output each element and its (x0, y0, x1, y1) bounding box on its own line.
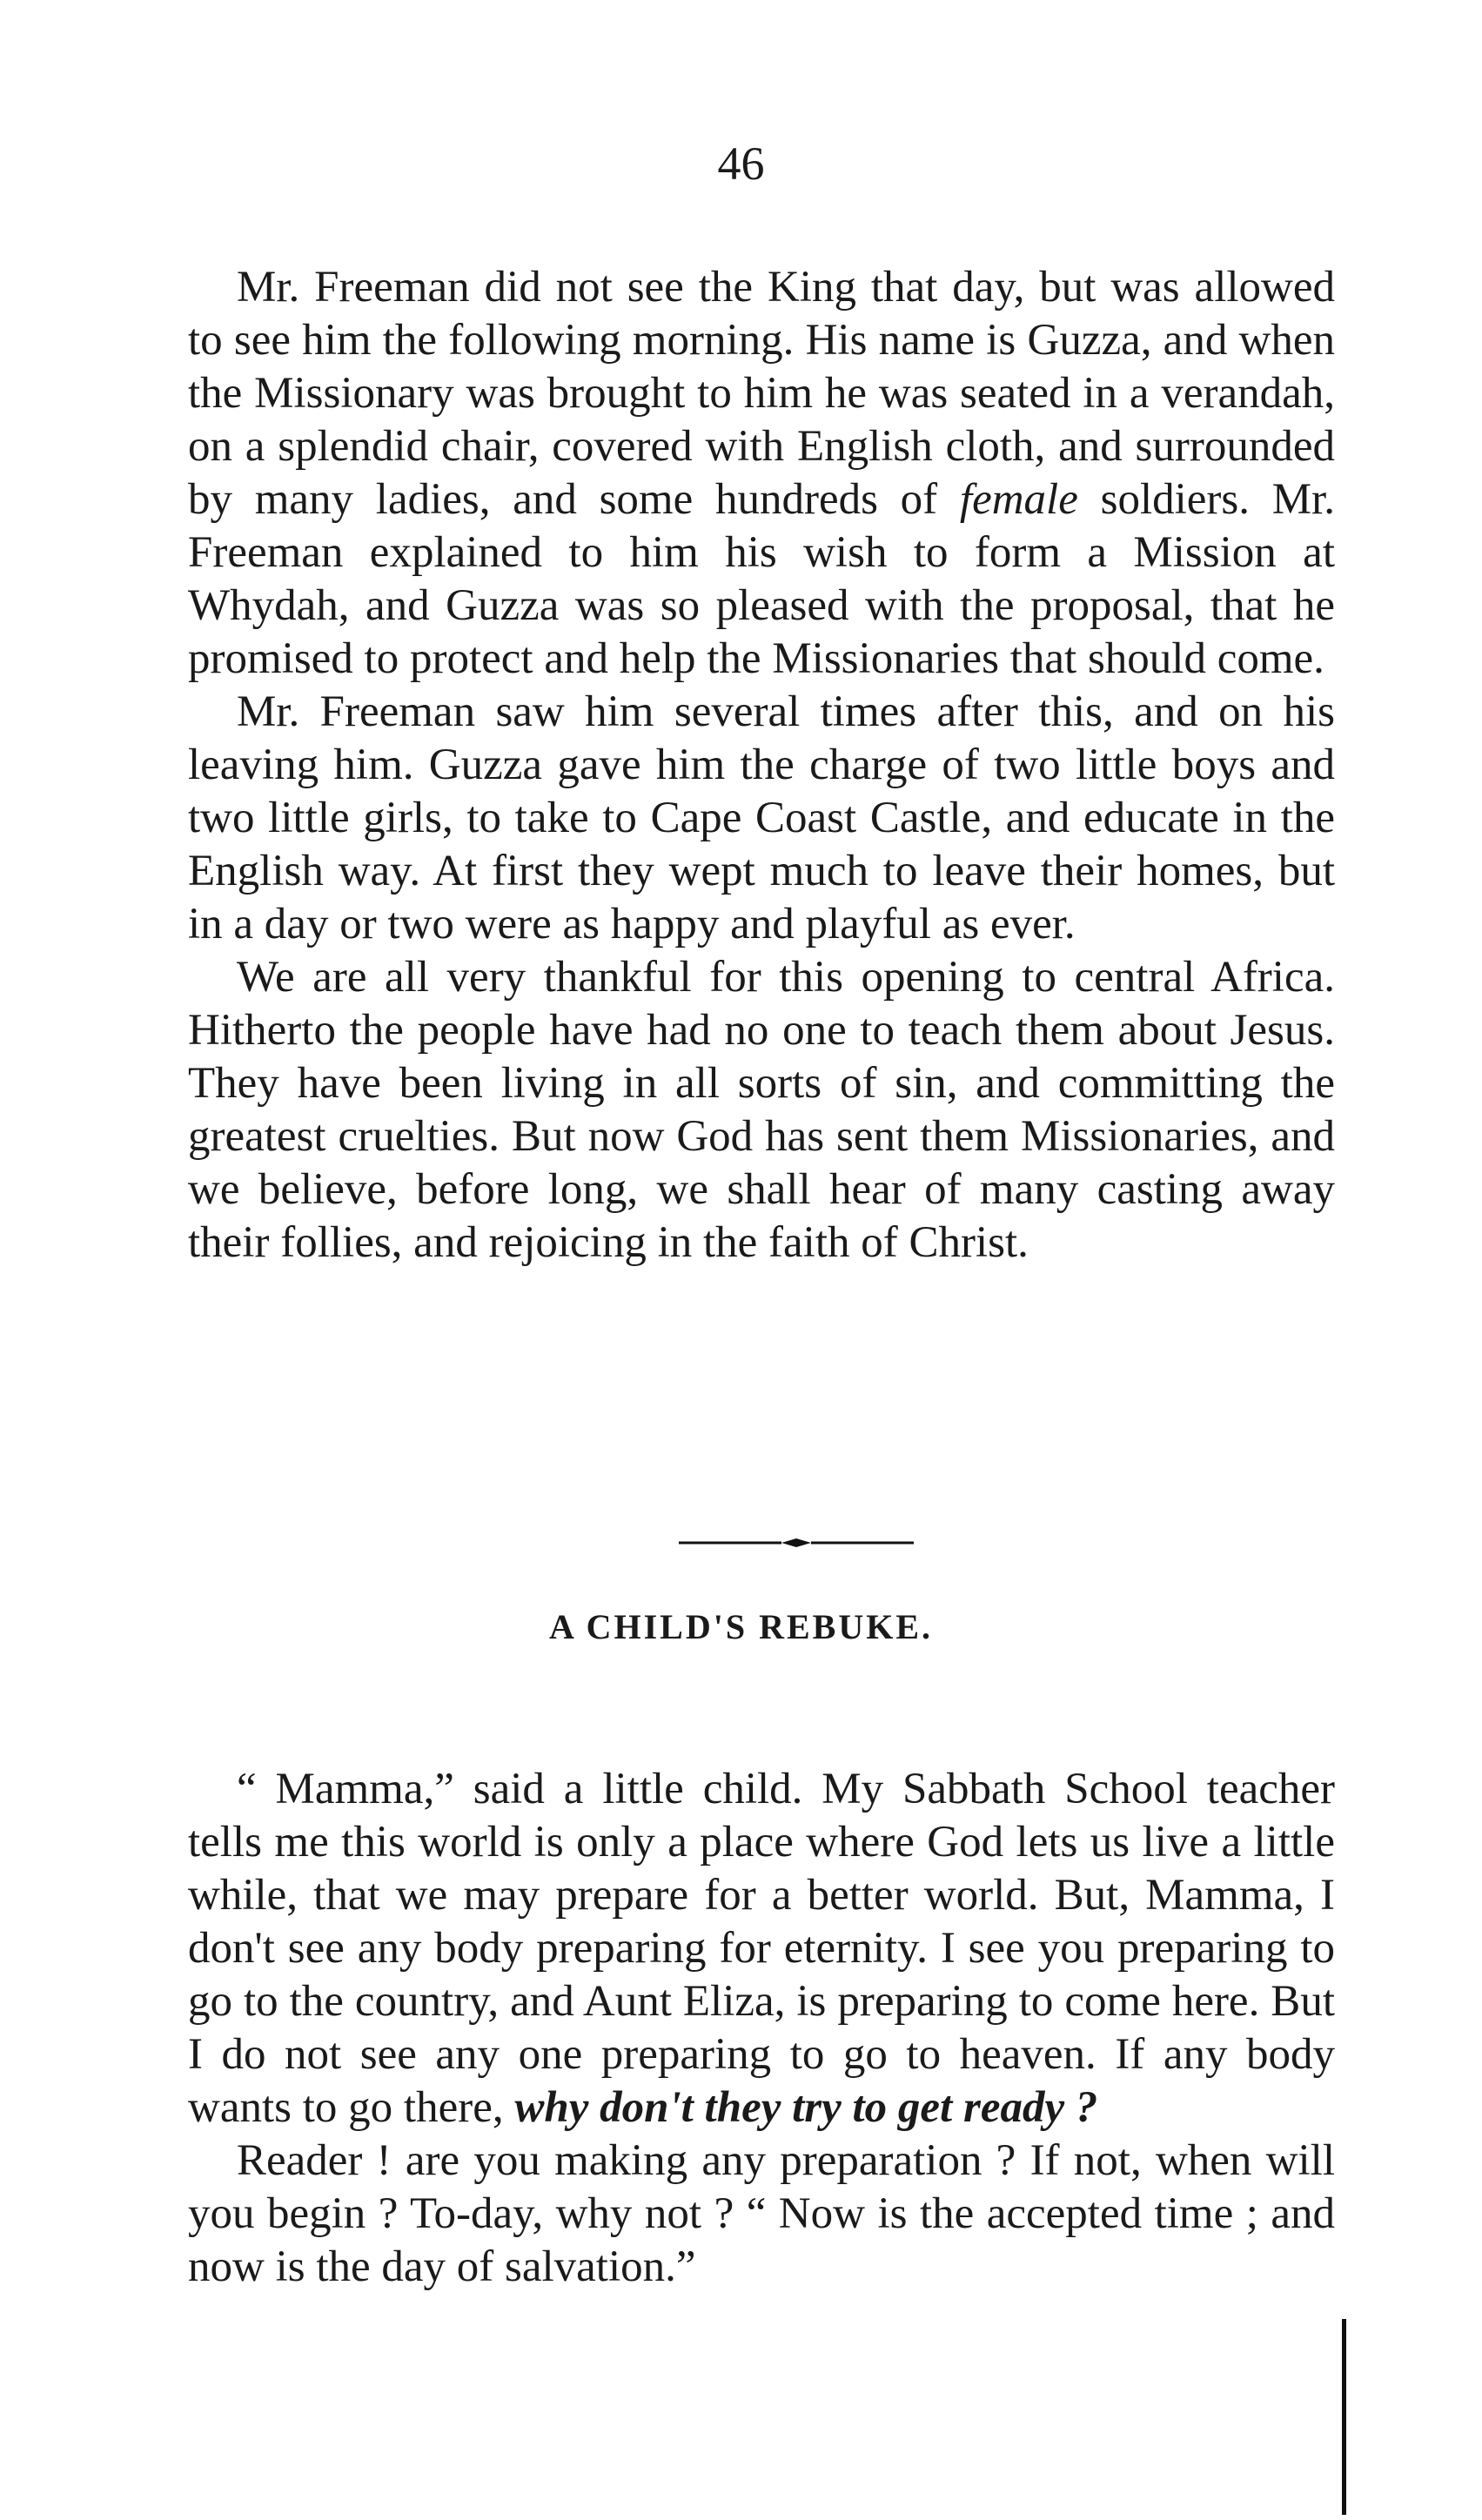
emphasis-text: female (959, 475, 1078, 524)
paragraph (188, 951, 1335, 1270)
section-divider-ornament (679, 1538, 914, 1547)
article-body-childs-rebuke (188, 1763, 1335, 2294)
paragraph (188, 686, 1335, 951)
article-title: A CHILD'S REBUKE. (548, 1607, 934, 1646)
margin-rule (1342, 2319, 1346, 2515)
text-run: Reader ! are you making any preparation ? If not, when will you begin ? To-day, why not ? “ Now is the accepted time ; and now is the day of salvation.” (188, 2136, 1335, 2291)
emphasis-text: why don't they try to get ready ? (514, 2083, 1098, 2132)
paragraph (188, 2135, 1335, 2294)
text-run: Mr. Freeman saw him several times after this, and on his leaving him. Guzza gave him the charge of two little boys and two little girls, to take to Cape Coast Castle, and educate in the English way. At first they wept much to leave their homes, but in a day or two were as happy and playful as ever. (188, 687, 1335, 948)
page-number: 46 (717, 137, 765, 190)
text-run: Mr. Freeman did not see the King that day, but was allowed to see him the following morning. His name is Guzza, and when the Missionary was brought to him he was seated in a verandah, on a splendid chair, covered with English cloth, and surrounded by many ladies, and some hundreds of (188, 263, 1335, 524)
article-body-missionary (188, 261, 1335, 1270)
text-run: We are all very thankful for this opening to central Africa. Hitherto the people have had no one to teach them about Jesus. They have been living in all sorts of sin, and committing the greatest cruelties. But now God has sent them Missionaries, and we believe, before long, we shall hear of many casting away their follies, and rejoicing in the faith of Christ. (188, 953, 1335, 1267)
text-run: “ Mamma,” said a little child. My Sabbath School teacher tells me this world is only a place where God lets us live a little while, that we may prepare for a better world. But, Mamma, I don't see any body preparing for eternity. I see you preparing to go to the country, and Aunt Eliza, is preparing to come here. But I do not see any one preparing to go to heaven. If any body wants to go there, (188, 1765, 1335, 2132)
paragraph (188, 1763, 1335, 2135)
paragraph (188, 261, 1335, 686)
text-run: soldiers. Mr. Freeman explained to him his wish to form a Mission at Whydah, and Guzza was so pleased with the proposal, that he promised to protect and help the Missionaries that should come. (188, 475, 1335, 683)
